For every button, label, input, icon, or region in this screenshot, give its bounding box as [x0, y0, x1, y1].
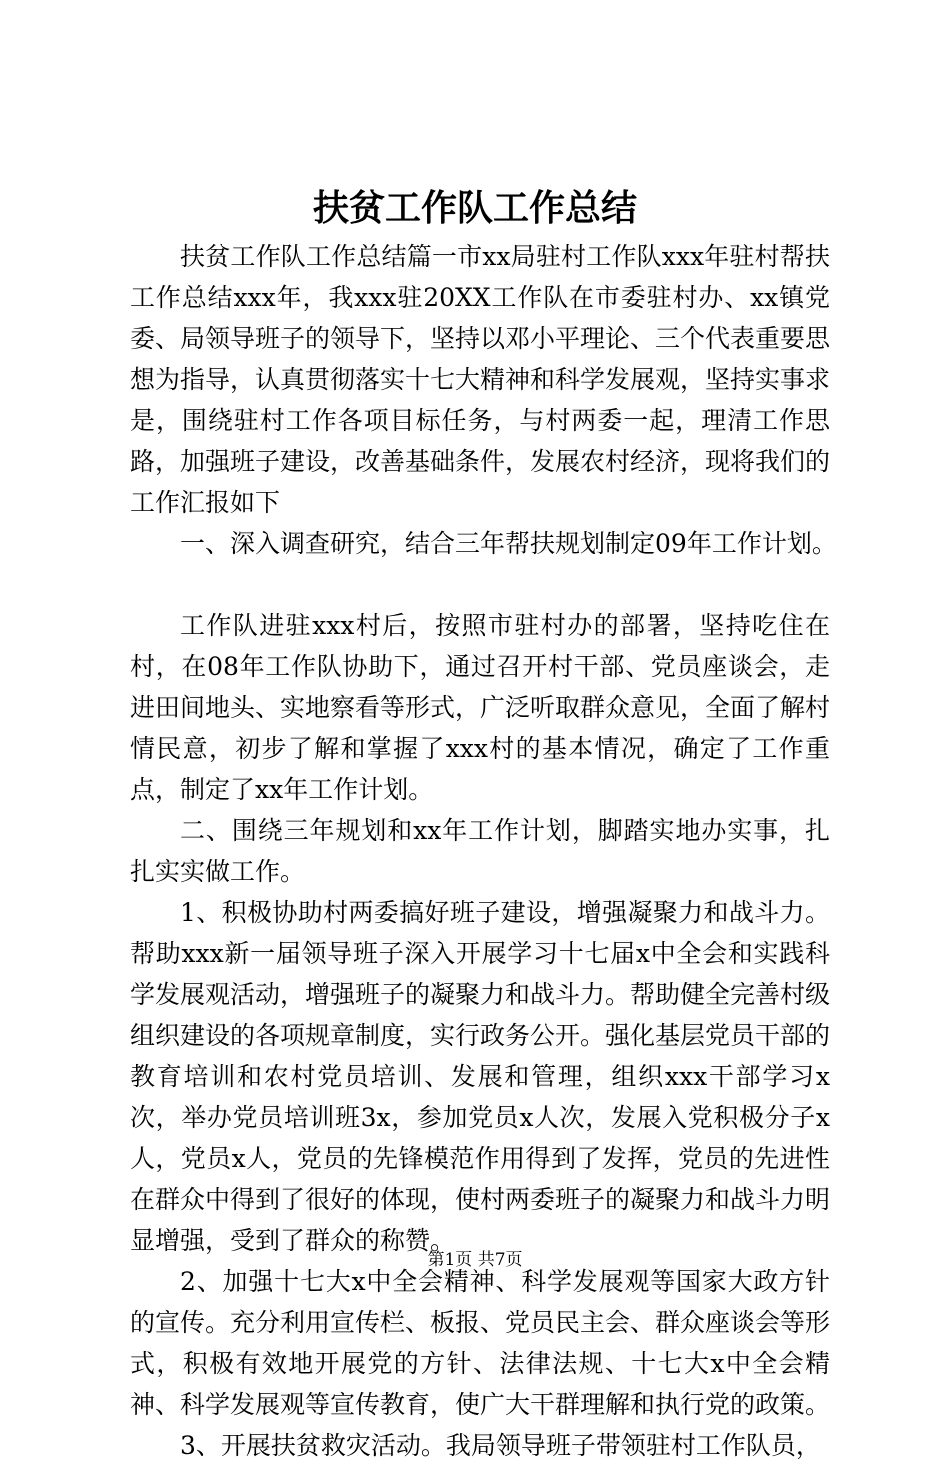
page-footer: 第1页 共7页 — [427, 1250, 523, 1270]
document-body — [130, 236, 837, 1466]
paragraph-team-building: 1、积极协助村两委搞好班子建设，增强凝聚力和战斗力。帮助xxx新一届领导班子深入开展学习十七届x中全会和实践科学发展观活动，增强班子的凝聚力和战斗力。帮助健全完善村级组织建设的各项规章制度，实行政务公开。强化基层党员干部的教育培训和农村党员培训、发展和管理，组织xxx干部学习x次，举办党员培训班3x，参加党员x人次，发展入党积极分子x人，党员x人，党员的先锋模范作用得到了发挥，党员的先进性在群众中得到了很好的体现，使村两委班子的凝聚力和战斗力明显增强，受到了群众的称赞。 — [130, 898, 831, 1255]
paragraph-intro: 扶贫工作队工作总结篇一市xx局驻村工作队xxx年驻村帮扶工作总结xxx年，我xxx驻20XX工作队在市委驻村办、xx镇党委、局领导班子的领导下，坚持以邓小平理论、三个代表重要思想为指导，认真贯彻落实十七大精神和科学发展观，坚持实事求是，围绕驻村工作各项目标任务，与村两委一起，理清工作思路，加强班子建设，改善基础条件，发展农村经济，现将我们的工作汇报如下 — [130, 242, 831, 517]
paragraph-publicity: 2、加强十七大x中全会精神、科学发展观等国家大政方针的宣传。充分利用宣传栏、板报、党员民主会、群众座谈会等形式，积极有效地开展党的方针、法律法规、十七大x中全会精神、科学发展观等宣传教育，使广大干群理解和执行党的政策。 — [130, 1267, 831, 1419]
section-heading-1: 一、深入调查研究，结合三年帮扶规划制定09年工作计划。 — [180, 529, 837, 558]
section-heading-2: 二、围绕三年规划和xx年工作计划，脚踏实地办实事，扎扎实实做工作。 — [130, 816, 830, 886]
document-title: 扶贫工作队工作总结 — [312, 187, 637, 229]
paragraph-investigation: 工作队进驻xxx村后，按照市驻村办的部署，坚持吃住在村，在08年工作队协助下，通过召开村干部、党员座谈会，走进田间地头、实地察看等形式，广泛听取群众意见，全面了解村情民意，初步了解和掌握了xxx村的基本情况，确定了工作重点，制定了xx年工作计划。 — [130, 611, 831, 804]
paragraph-poverty-relief: 3、开展扶贫救灾活动。我局领导班子带领驻村工作队员， — [180, 1431, 821, 1460]
